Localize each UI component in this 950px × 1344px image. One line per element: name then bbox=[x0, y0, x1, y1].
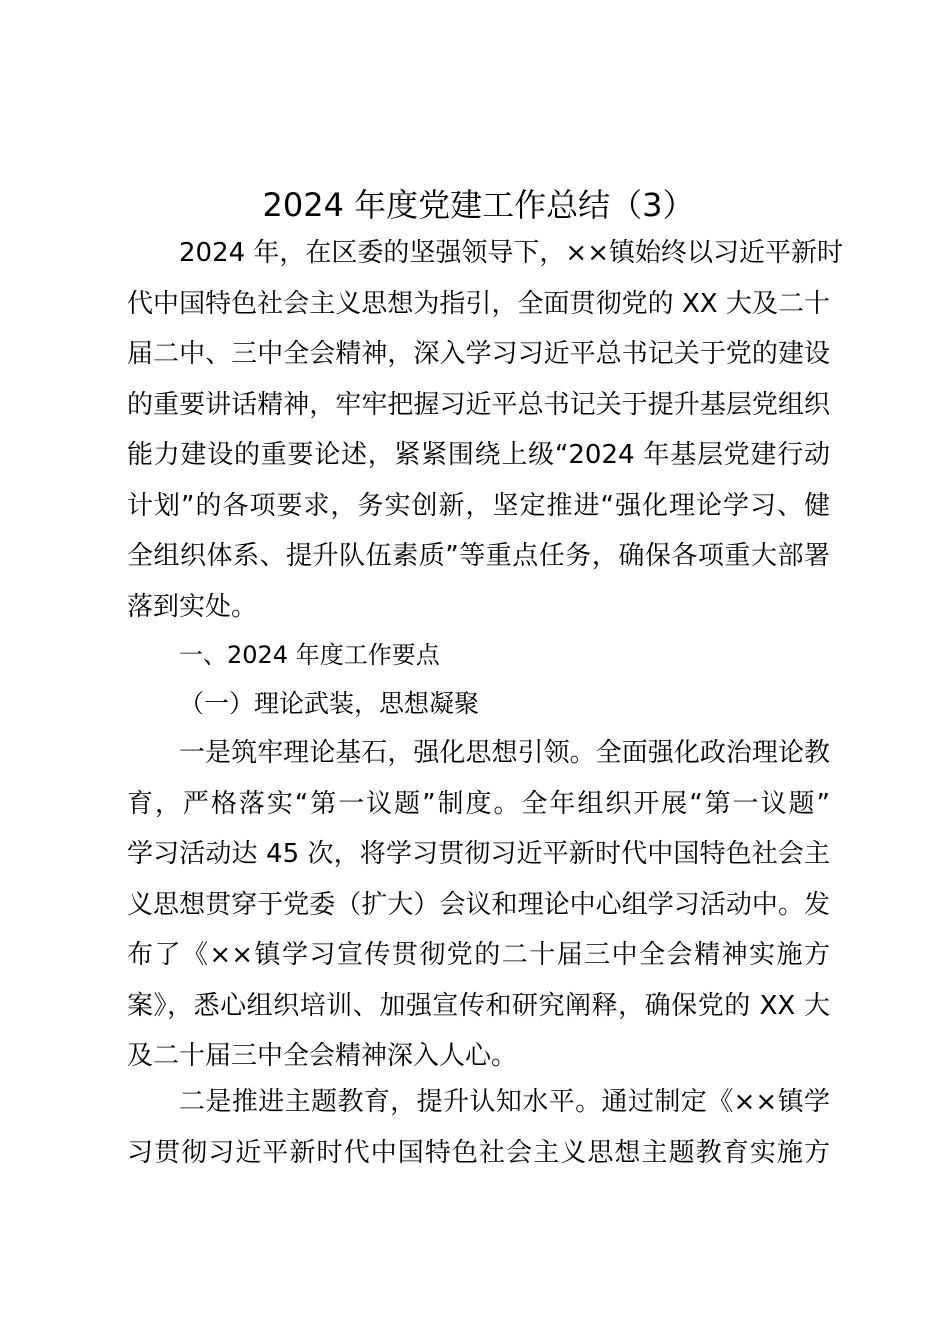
text-line: 育，严格落实“第一议题”制度。全年组织开展“第一议题” bbox=[127, 788, 830, 819]
text-line: 学习活动达 45 次，将学习贯彻习近平新时代中国特色社会主 bbox=[127, 839, 830, 869]
text-line: 习贯彻习近平新时代中国特色社会主义思想主题教育实施方 bbox=[127, 1137, 830, 1168]
text-line: 一是筑牢理论基石，强化思想引领。全面强化政治理论教 bbox=[179, 738, 830, 768]
paragraph-theme-education bbox=[127, 1077, 830, 1178]
text-line: 布了《××镇学习宣传贯彻党的二十届三中全会精神实施方 bbox=[127, 940, 830, 970]
text-line: 落到实处。 bbox=[127, 591, 258, 622]
intro-paragraph bbox=[127, 228, 844, 632]
subsection-heading: （一）理论武装，思想凝聚 bbox=[179, 689, 480, 718]
text-line: 义思想贯穿于党委（扩大）会议和理论中心组学习活动中。发 bbox=[127, 889, 830, 920]
text-line: 计划”的各项要求，务实创新，坚定推进“强化理论学习、健 bbox=[127, 490, 830, 521]
text-line: 二是推进主题教育，提升认知水平。通过制定《××镇学 bbox=[179, 1087, 830, 1117]
text-line: 2024 年，在区委的坚强领导下，××镇始终以习近平新时 bbox=[179, 238, 844, 268]
paragraph-theory bbox=[127, 728, 830, 1082]
text-line: 能力建设的重要论述，紧紧围绕上级“2024 年基层党建行动 bbox=[127, 440, 830, 470]
section-heading: 一、2024 年度工作要点 bbox=[179, 641, 440, 669]
text-line: 及二十届三中全会精神深入人心。 bbox=[127, 1041, 518, 1071]
document-title: 2024 年度党建工作总结（3） bbox=[262, 186, 695, 224]
text-line: 的重要讲话精神，牢牢把握习近平总书记关于提升基层党组织 bbox=[127, 389, 830, 420]
text-line: 全组织体系、提升队伍素质”等重点任务，确保各项重大部署 bbox=[127, 541, 830, 571]
text-line: 届二中、三中全会精神，深入学习习近平总书记关于党的建设 bbox=[127, 339, 830, 369]
text-line: 案》，悉心组织培训、加强宣传和研究阐释，确保党的 XX 大 bbox=[127, 990, 830, 1021]
text-line: 代中国特色社会主义思想为指引，全面贯彻党的 XX 大及二十 bbox=[127, 288, 830, 319]
